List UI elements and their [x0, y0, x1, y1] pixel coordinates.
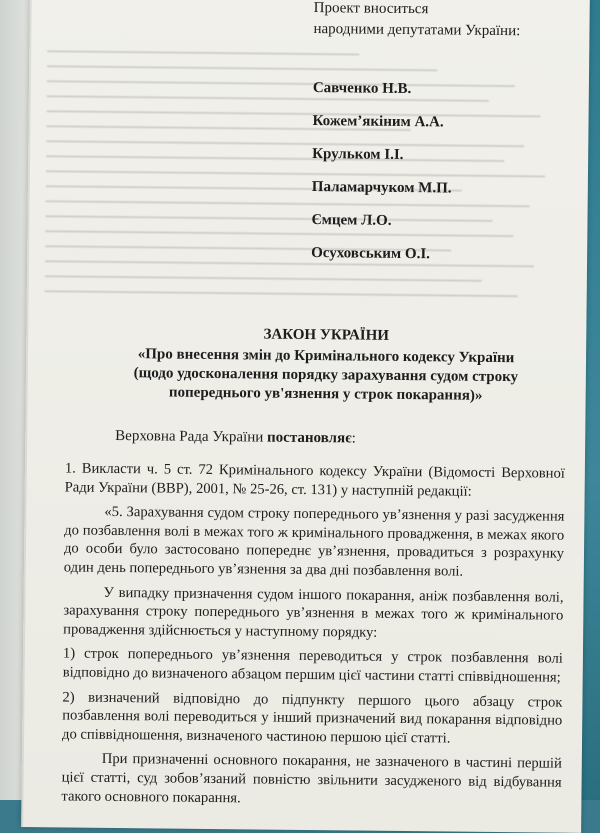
paragraph-5: 2) визначений відповідно до підпункту першого цього абзацу строк позбавлення волі переводиться у інший призначений вид покарання відповідно до співвідношення, визначеного частиною першою цієї статті.: [62, 688, 563, 747]
law-title-block: [86, 324, 567, 407]
law-heading: ЗАКОН УКРАЇНИ: [263, 326, 390, 344]
decree-keyword: постановляє: [266, 429, 352, 447]
paragraph-4: 1) строк попереднього ув’язнення переводиться у строк позбавлення волі відповідно до визначеного абзацом першим цієї частини статті співвідношення;: [62, 645, 563, 686]
decree-suffix: :: [351, 430, 356, 447]
author-item: Савченко Н.В.: [312, 80, 412, 98]
author-item: Паламарчуком М.П.: [311, 179, 452, 197]
law-body: [61, 459, 565, 816]
law-subtitle-2: (щодо удосконалення порядку зарахування судом строку попереднього ув'язнення у строк покарання)»: [133, 365, 519, 404]
author-list: [311, 72, 573, 273]
paragraph-6: При призначенні основного покарання, не зазначеного в частині першій цієї статті, суд зобов’язаний повністю звільнити засудженого від відбування такого основного покарання.: [61, 751, 562, 806]
sponsor-line-2: народними депутатами України:: [313, 21, 521, 40]
paragraph-2: «5. Зарахування судом строку попереднього ув’язнення у разі засудження до позбавлення волі в межах того ж кримінального провадження, в межах якого до особи було застосовано попереднє ув’язнення, провадиться з розрахунку один день попереднього ув’язнення за два дні позбавлення волі.: [63, 504, 565, 580]
law-subtitle-1: «Про внесення змін до Кримінального кодексу України: [137, 346, 515, 367]
sponsor-header: [313, 0, 573, 43]
author-item: Осуховським О.І.: [311, 245, 431, 263]
author-item: Крульком І.І.: [312, 146, 404, 163]
author-item: Кожем’якіним А.А.: [312, 113, 444, 131]
paragraph-1: 1. Викласти ч. 5 ст. 72 Кримінального кодексу України (Відомості Верховної Ради України (ВВР), 2001, № 25-26, ст. 131) у наступній редакції:: [64, 460, 565, 500]
author-item: Ємцем Л.О.: [311, 212, 392, 229]
decree-prefix: Верховна Рада України: [115, 427, 268, 446]
document-page: [21, 0, 590, 833]
paragraph-3: У випадку призначення судом іншого покарання, аніж позбавлення волі, зарахування строку попереднього ув’язнення в межах того ж кримінального провадження здійснюється у наступному порядку:: [63, 584, 564, 641]
sponsor-line-1: Проект вноситься: [313, 0, 429, 18]
decree-line: [115, 428, 356, 448]
